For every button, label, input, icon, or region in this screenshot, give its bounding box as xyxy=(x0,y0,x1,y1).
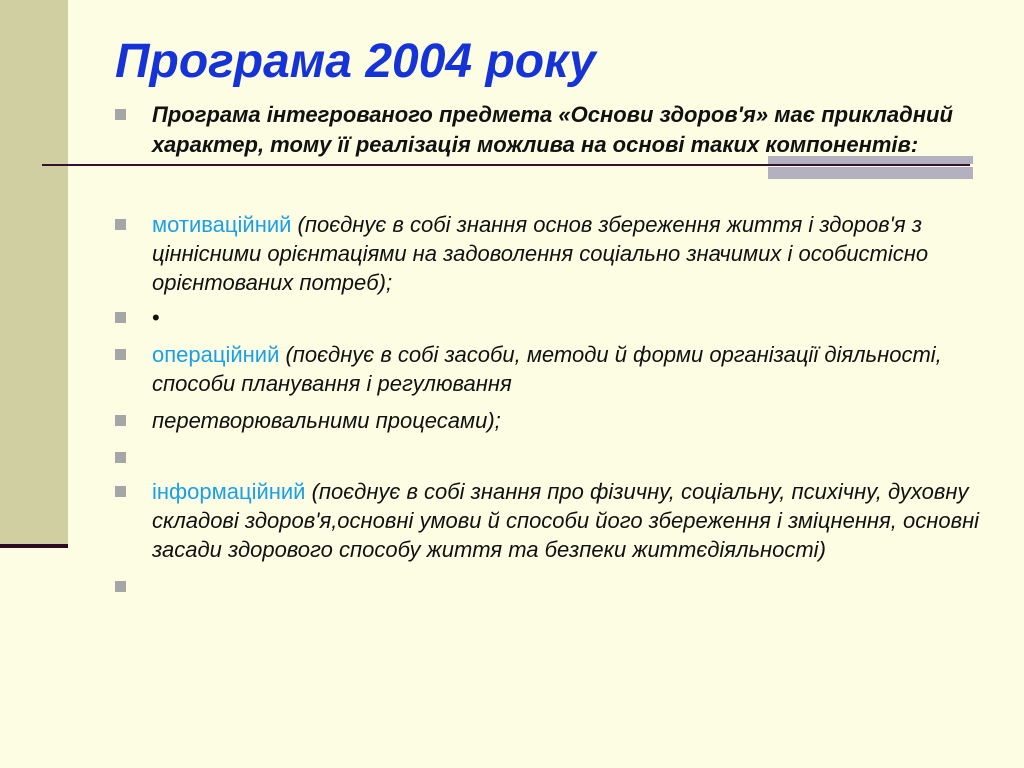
component-term: мотиваційний xyxy=(152,212,292,237)
grey-square-bullet-icon xyxy=(115,415,126,426)
continuation-text: перетворювальними процесами); xyxy=(152,408,501,433)
bullet-list xyxy=(113,100,993,601)
side-bar-underline xyxy=(0,544,68,548)
bullet-dot-text: • xyxy=(152,305,160,330)
grey-square-bullet-icon xyxy=(115,219,126,230)
bullet-item-continuation xyxy=(113,406,993,435)
grey-square-bullet-icon xyxy=(115,581,126,592)
bullet-item-dot xyxy=(113,303,993,332)
grey-square-bullet-icon xyxy=(115,452,126,463)
bullet-item-informational xyxy=(113,477,993,564)
component-term: операційний xyxy=(152,342,280,367)
intro-text: Програма інтегрованого предмета «Основи здоров'я» має прикладний характер, тому її реалізація можлива на основі таких компонентів: xyxy=(152,102,953,157)
component-description: (поєднує в собі засоби, методи й форми організації діяльності, способи планування і регулювання xyxy=(152,342,942,396)
grey-square-bullet-icon xyxy=(115,486,126,497)
slide-title: Програма 2004 року xyxy=(115,35,596,88)
bullet-item-empty xyxy=(113,443,993,472)
bullet-item-intro xyxy=(113,100,993,164)
bullet-item-empty xyxy=(113,572,993,601)
grey-square-bullet-icon xyxy=(115,312,126,323)
grey-square-bullet-icon xyxy=(115,109,126,120)
bullet-item-operational xyxy=(113,340,993,398)
bullet-item-motivational xyxy=(113,210,993,297)
grey-square-bullet-icon xyxy=(115,349,126,360)
component-term: інформаційний xyxy=(152,479,306,504)
side-bar-decoration xyxy=(0,0,68,545)
component-description: (поєднує в собі знання про фізичну, соціальну, психічну, духовну складові здоров'я,основні умови й способи його збереження і зміцнення, основні засади здорового способу життя та безпеки життєдіяльності) xyxy=(152,479,980,562)
component-description: (поєднує в собі знання основ збереження життя і здоров'я з ціннісними орієнтаціями на задоволення соціально значимих і особистісно орієнтованих потреб); xyxy=(152,212,929,295)
